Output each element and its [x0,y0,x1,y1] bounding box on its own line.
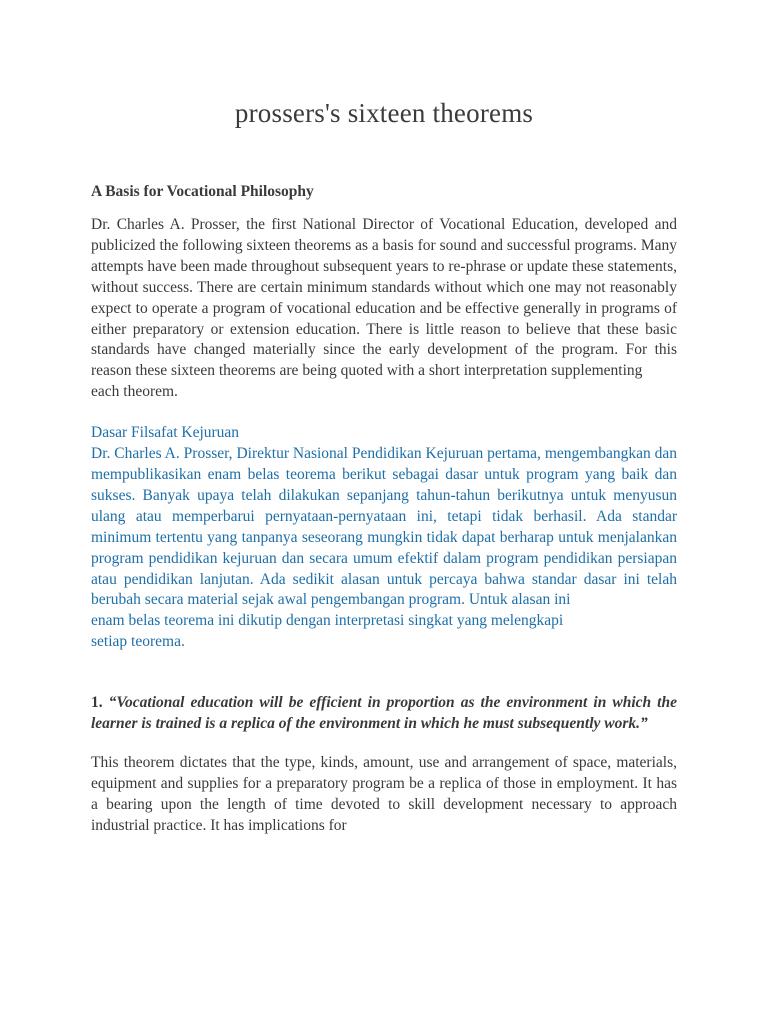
intro-paragraph-end: each theorem. [91,383,178,401]
document-page [91,0,677,837]
translation-line-second-last: enam belas teorema ini dikutip dengan interpretasi singkat yang melengkapi [91,612,564,630]
intro-paragraph [91,215,677,403]
intro-paragraph-body: Dr. Charles A. Prosser, the first National Director of Vocational Education, developed and publicized the following sixteen theorems as a basis for sound and successful programs. Many attempts have been made throughout subsequent years to re-phrase or update these statements, without success. There are certain minimum standards without which one may not reasonably expect to operate a program of vocational education and be effective generally in programs of either preparatory or extension education. There is little reason to believe that these basic standards have changed materially since the early development of the program. For this reason these sixteen theorems are being quoted with a short interpretation supplementing [91,216,677,380]
translation-paragraph: Dr. Charles A. Prosser, Direktur Nasional Pendidikan Kejuruan pertama, mengembangkan dan mempublikasikan enam belas teorema berikut sebagai dasar untuk program yang baik dan sukses. Banyak upaya telah dilakukan sepanjang tahun-tahun berikutnya untuk menyusun ulang atau memperbarui pernyataan-pernyataan ini, tetapi tidak berhasil. Ada standar minimum tertentu yang tanpanya seseorang mungkin tidak dapat berharap untuk menjalankan program pendidikan kejuruan dan secara umum efektif dalam program pendidikan persiapan atau pendidikan lanjutan. Ada sedikit alasan untuk percaya bahwa standar dasar ini telah berubah secara material sejak awal pengembangan program. Untuk alasan ini [91,445,677,609]
theorem-1-quote: “Vocational education will be efficient in proportion as the environment in which the learner is trained is a replica of the environment in which he must subsequently work.” [91,694,677,733]
translation-block [91,423,677,653]
section-heading: A Basis for Vocational Philosophy [91,183,314,200]
theorem-1 [91,693,677,735]
document-title: prossers's sixteen theorems [234,98,534,128]
translation-heading: Dasar Filsafat Kejuruan [91,424,240,442]
theorem-1-number: 1. [91,694,109,712]
translation-last-line: setiap teorema. [91,633,185,651]
theorem-1-explanation: This theorem dictates that the type, kinds, amount, use and arrangement of space, materials, equipment and supplies for a preparatory program be a replica of those in employment. It has a bearing upon the length of time devoted to skill development necessary to approach industrial practice. It has implications for [91,753,677,834]
